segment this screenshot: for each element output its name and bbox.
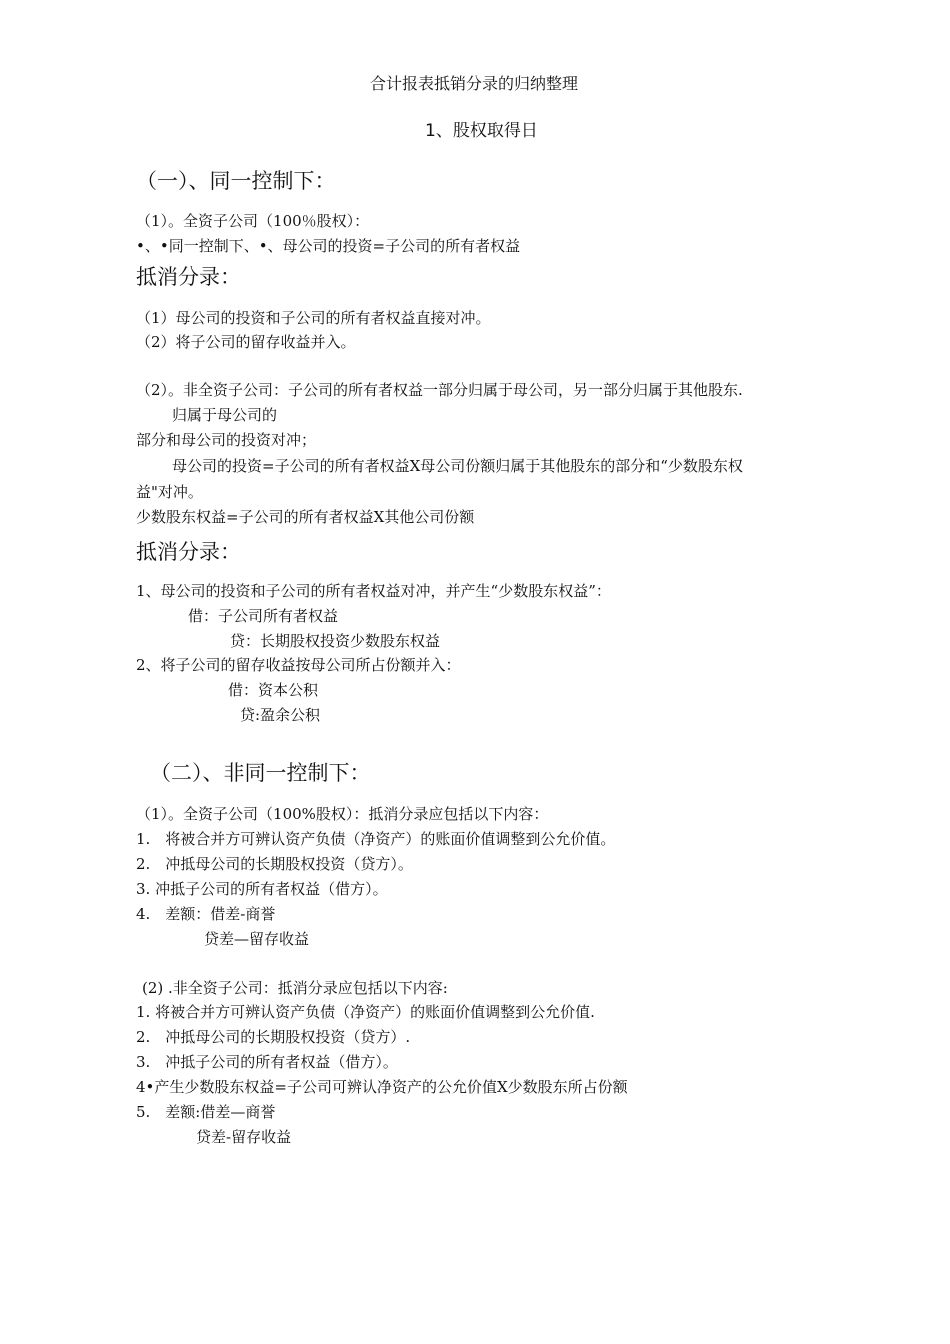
s1-partial-line-2: 部分和母公司的投资对冲； xyxy=(136,431,317,449)
s1-entry-2-credit: 贷:盈余公积 xyxy=(240,706,321,724)
s2-full-item-4: 4. 差额：借差-商誉 xyxy=(136,905,276,923)
s1-entry-1: 1、母公司的投资和子公司的所有者权益对冲，并产生“少数股东权益”： xyxy=(136,582,611,600)
s1-partial-line-1: 归属于母公司的 xyxy=(172,406,278,424)
s1-elimination-item-1: （1）母公司的投资和子公司的所有者权益直接对冲。 xyxy=(136,309,491,327)
section-heading-same-control: （一）、同一控制下： xyxy=(136,169,336,193)
s1-partial-line-5: 少数股东权益=子公司的所有者权益X其他公司份额 xyxy=(136,508,475,526)
s2-partial-item-1: 1. 将被合并方可辨认资产负债（净资产）的账面价值调整到公允价值. xyxy=(136,1003,595,1021)
s1-elimination-title-2: 抵消分录： xyxy=(136,540,241,564)
s2-partial-item-5-credit: 贷差-留存收益 xyxy=(196,1128,292,1146)
s2-full-item-3: 3. 冲抵子公司的所有者权益（借方）。 xyxy=(136,880,388,898)
s2-full-item-1: 1. 将被合并方可辨认资产负债（净资产）的账面价值调整到公允价值。 xyxy=(136,830,616,848)
s1-entry-2-debit: 借：资本公积 xyxy=(228,681,319,699)
s1-partial-subsidiary-heading: （2）。非全资子公司：子公司的所有者权益一部分归属于母公司，另一部分归属于其他股东. xyxy=(136,381,743,399)
s1-entry-2: 2、将子公司的留存收益按母公司所占份额并入： xyxy=(136,656,461,674)
s2-full-item-4-credit: 贷差—留存收益 xyxy=(204,930,310,948)
s1-entry-1-credit: 贷：长期股权投资少数股东权益 xyxy=(230,632,441,650)
s2-partial-item-4: 4•产生少数股东权益=子公司可辨认净资产的公允价值X少数股东所占份额 xyxy=(136,1078,628,1096)
s1-entry-1-debit: 借：子公司所有者权益 xyxy=(188,607,339,625)
s2-full-subsidiary-heading: （1）。全资子公司（100%股权）：抵消分录应包括以下内容： xyxy=(136,805,549,823)
s2-full-item-2: 2. 冲抵母公司的长期股权投资（贷方）。 xyxy=(136,855,413,873)
s1-elimination-title-1: 抵消分录： xyxy=(136,265,241,289)
s2-partial-item-5: 5. 差额:借差—商誉 xyxy=(136,1103,276,1121)
s2-partial-subsidiary-heading: (2) .非全资子公司：抵消分录应包括以下内容: xyxy=(142,979,448,997)
doc-title: 合计报表抵销分录的归纳整理 xyxy=(370,74,579,93)
s2-partial-item-2: 2. 冲抵母公司的长期股权投资（贷方）. xyxy=(136,1028,411,1046)
s1-elimination-item-2: （2）将子公司的留存收益并入。 xyxy=(136,333,356,351)
s1-partial-line-3: 母公司的投资=子公司的所有者权益X母公司份额归属于其他股东的部分和“少数股东权 xyxy=(172,457,743,475)
s1-partial-line-4: 益"对冲。 xyxy=(136,483,203,501)
s1-full-subsidiary-heading: （1）。全资子公司（100％股权）： xyxy=(136,212,370,230)
s2-partial-item-3: 3. 冲抵子公司的所有者权益（借方）。 xyxy=(136,1053,398,1071)
doc-subtitle: 1、股权取得日 xyxy=(425,121,538,141)
s1-full-subsidiary-note: •、•同一控制下、•、母公司的投资=子公司的所有者权益 xyxy=(136,237,521,255)
section-heading-non-same-control: （二）、非同一控制下： xyxy=(150,761,371,785)
